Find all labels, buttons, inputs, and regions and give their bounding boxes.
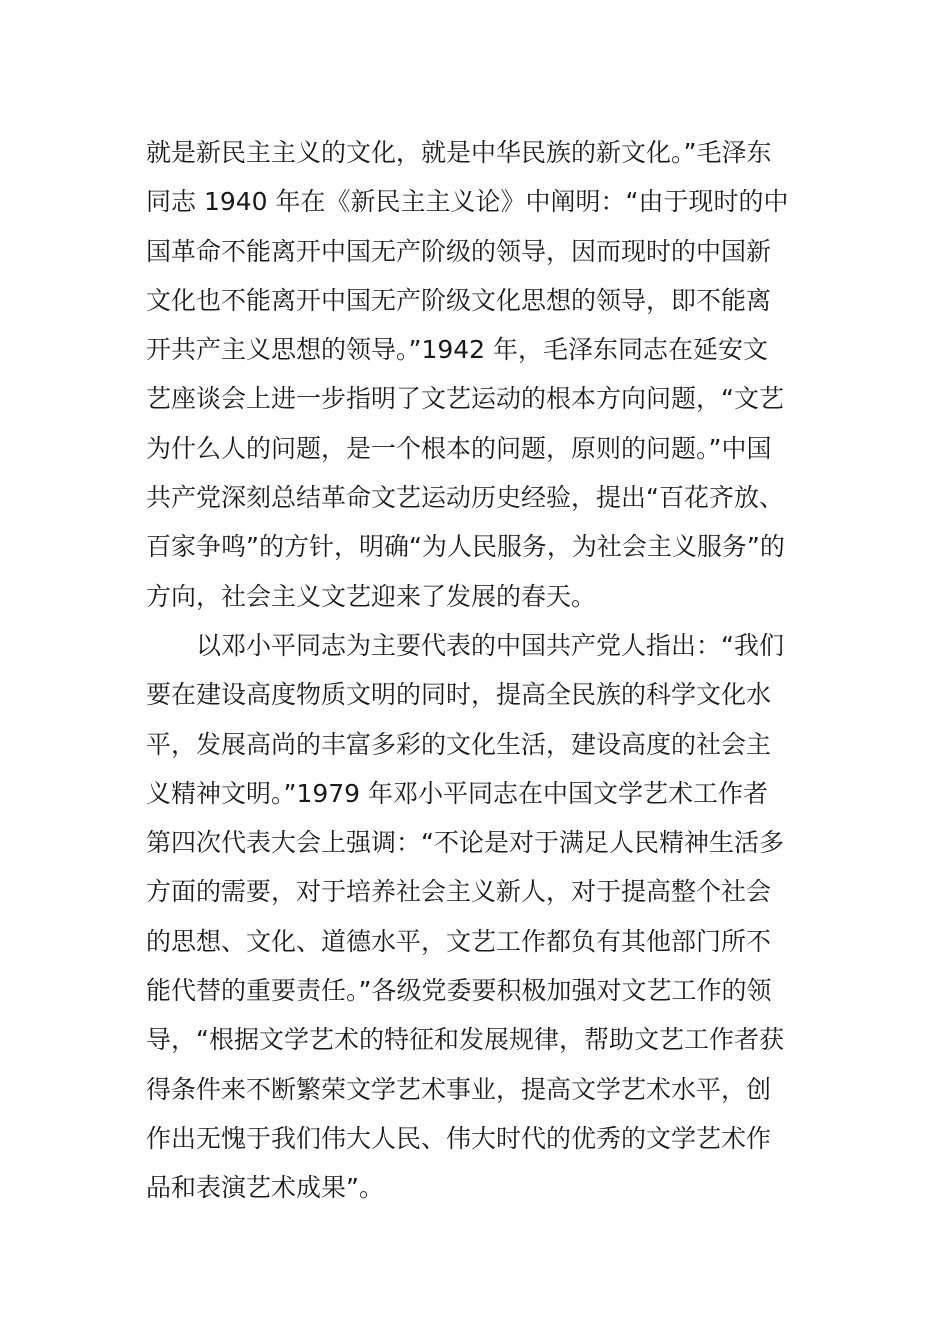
text-line: 得条件来不断繁荣文学艺术事业，提高文学艺术水平，创 <box>146 1074 772 1104</box>
text-line: 的思想、文化、道德水平，文艺工作都负有其他部门所不 <box>146 926 772 956</box>
text-line: 文化也不能离开中国无产阶级文化思想的领导，即不能离 <box>146 285 772 315</box>
paragraph-2 <box>146 621 826 1213</box>
text-line: 百家争鸣”的方针，明确“为人民服务，为社会主义服务”的 <box>146 532 785 562</box>
text-line: 共产党深刻总结革命文艺运动历史经验，提出“百花齐放、 <box>146 483 784 513</box>
paragraph-1 <box>146 128 826 621</box>
text-line: 义精神文明。”1979 年邓小平同志在中国文学艺术工作者 <box>146 778 769 808</box>
text-line: 方面的需要，对于培养社会主义新人，对于提高整个社会 <box>146 877 772 907</box>
text-line: 以邓小平同志为主要代表的中国共产党人指出：“我们 <box>196 630 784 660</box>
text-line: 导，“根据文学艺术的特征和发展规律，帮助文艺工作者获 <box>146 1025 784 1055</box>
text-line: 平，发展高尚的丰富多彩的文化生活，建设高度的社会主 <box>146 729 772 759</box>
text-line: 国革命不能离开中国无产阶级的领导，因而现时的中国新 <box>146 236 772 266</box>
text-line: 要在建设高度物质文明的同时，提高全民族的科学文化水 <box>146 680 772 710</box>
text-line: 为什么人的问题，是一个根本的问题，原则的问题。”中国 <box>146 433 772 463</box>
text-line: 开共产主义思想的领导。”1942 年，毛泽东同志在延安文 <box>146 335 769 365</box>
text-line: 能代替的重要责任。”各级党委要积极加强对文艺工作的领 <box>146 976 772 1006</box>
text-line: 品和表演艺术成果”。 <box>146 1173 384 1203</box>
text-line: 作出无愧于我们伟大人民、伟大时代的优秀的文学艺术作 <box>146 1123 772 1153</box>
text-line: 就是新民主主义的文化，就是中华民族的新文化。”毛泽东 <box>146 138 772 167</box>
document-body <box>146 128 826 1213</box>
text-line: 方向，社会主义文艺迎来了发展的春天。 <box>146 581 597 611</box>
text-line: 同志 1940 年在《新民主主义论》中阐明：“由于现时的中 <box>146 187 789 217</box>
text-line: 第四次代表大会上强调：“不论是对于满足人民精神生活多 <box>146 828 784 858</box>
text-line: 艺座谈会上进一步指明了文艺运动的根本方向问题，“文艺 <box>146 384 784 414</box>
